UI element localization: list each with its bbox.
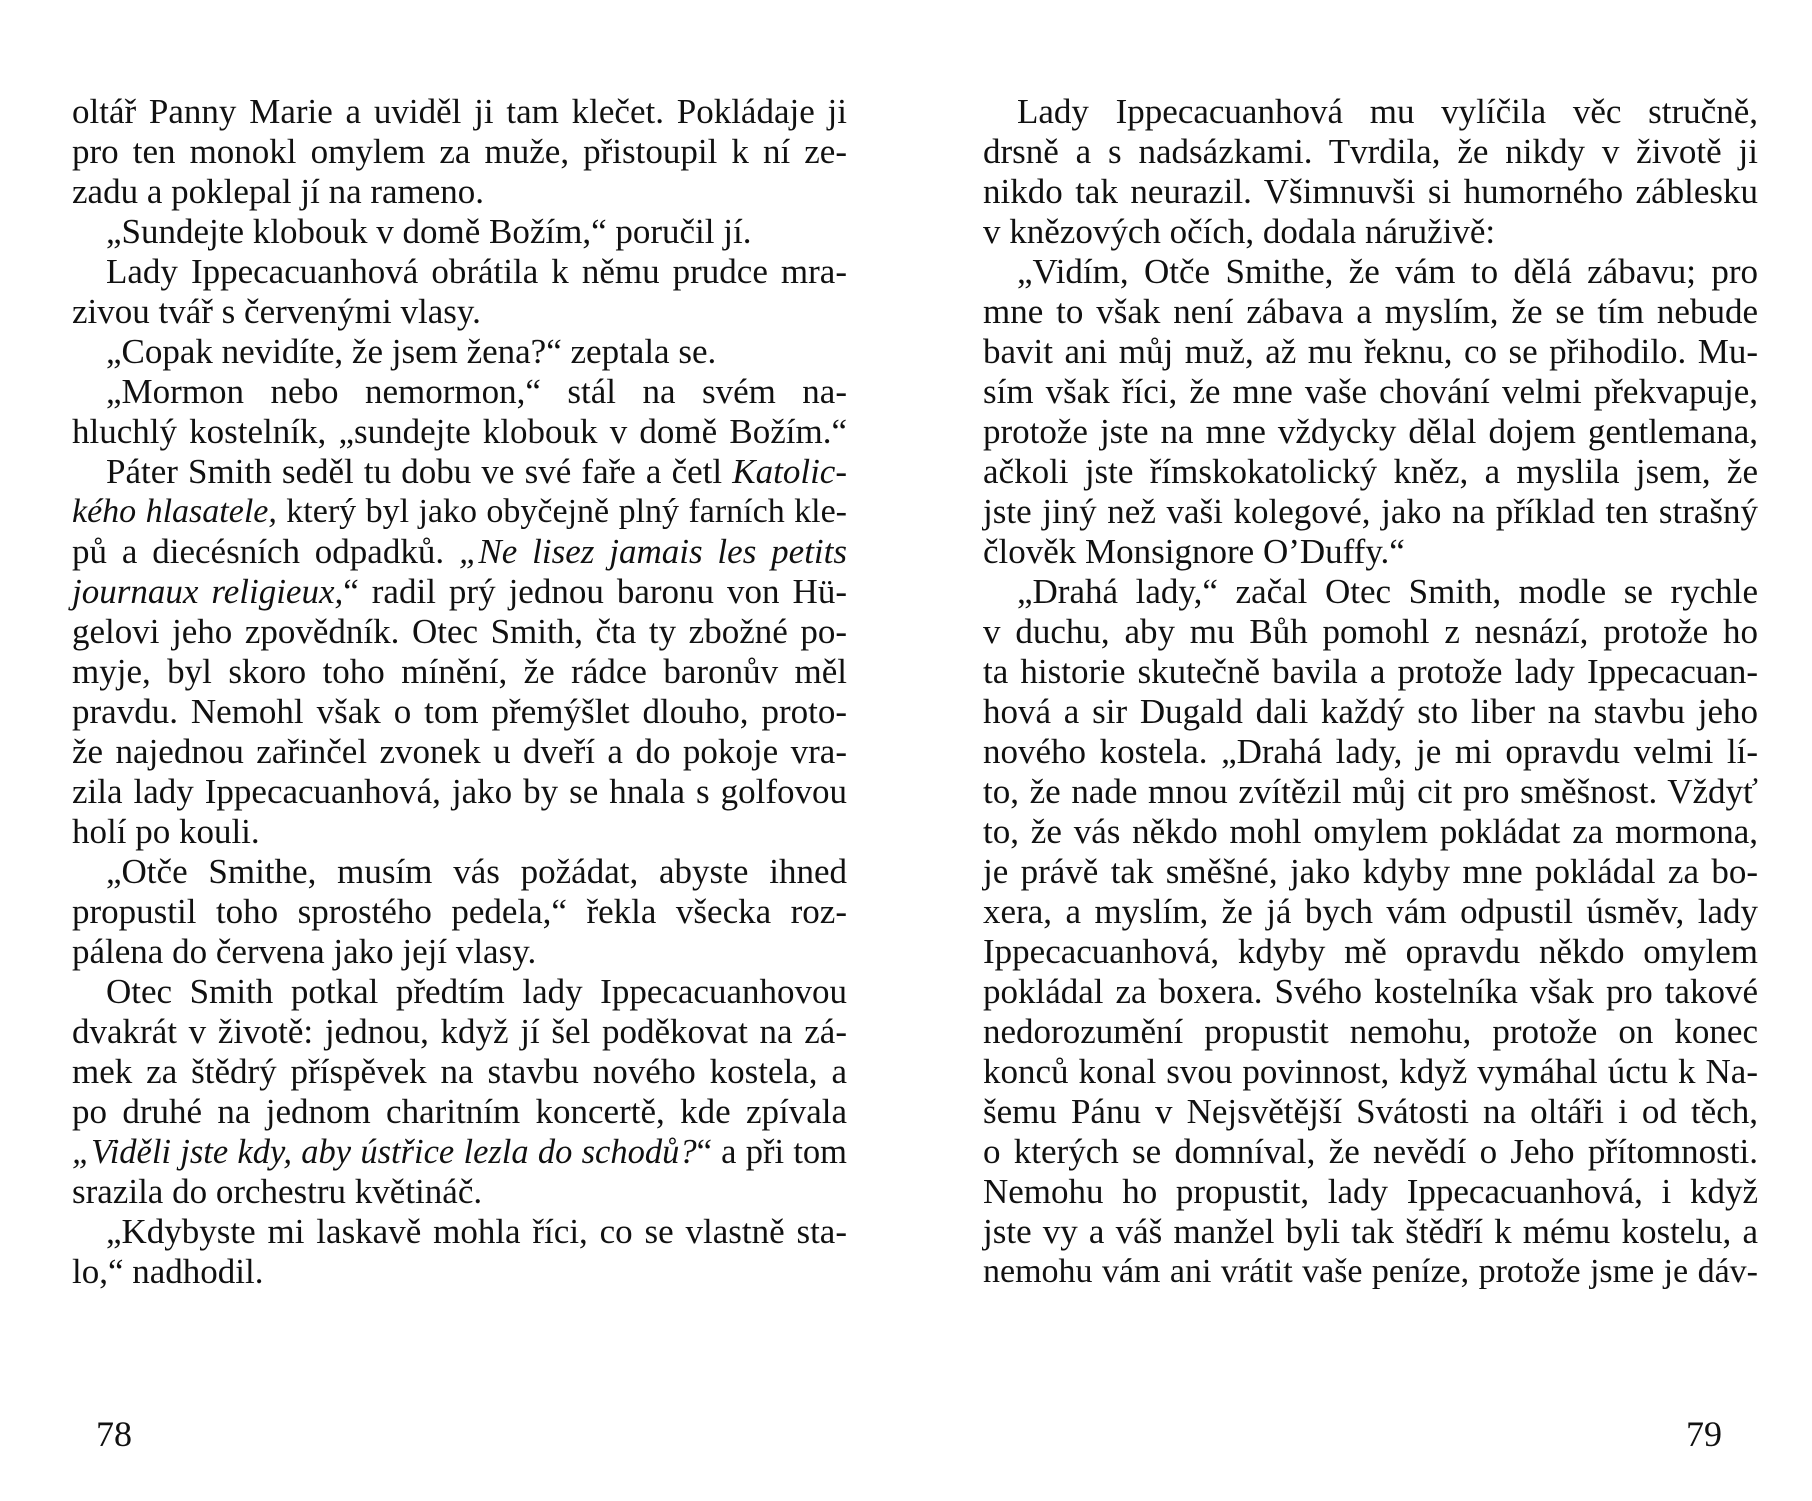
text-line: ačkoli jste římskokatolický kněz, a myslila jsem, že bbox=[983, 452, 1758, 491]
text-line: Otec Smith potkal předtím lady Ippecacuanhovou bbox=[106, 972, 847, 1011]
text-line: bavit ani můj muž, až mu řeknu, co se přihodilo. Mu- bbox=[983, 332, 1758, 371]
text-line: hluchlý kostelník, „sundejte klobouk v domě Božím.“ bbox=[72, 412, 847, 451]
text-line: propustil toho sprostého pedela,“ řekla všecka roz- bbox=[72, 892, 847, 931]
left-page-text bbox=[72, 92, 847, 1292]
text-line: člověk Monsignore O’Duffy.“ bbox=[983, 532, 1405, 571]
text-line: hová a sir Dugald dali každý sto liber na stavbu jeho bbox=[983, 692, 1758, 731]
text-line-with-italic: Páter Smith seděl tu dobu ve své faře a četl Katolic- bbox=[106, 452, 847, 491]
text-line: holí po kouli. bbox=[72, 812, 260, 851]
right-page-text bbox=[983, 92, 1758, 1292]
text-line: lo,“ nadhodil. bbox=[72, 1252, 264, 1291]
text-line: Nemohu ho propustit, lady Ippecacuanhová, i když bbox=[983, 1172, 1758, 1211]
text-line: zadu a poklepal jí na rameno. bbox=[72, 172, 485, 211]
italic-text: kého hlasatele, bbox=[72, 493, 277, 530]
page-number: 79 bbox=[1686, 1414, 1722, 1454]
text-line: xera, a myslím, že já bych vám odpustil úsměv, lady bbox=[983, 892, 1758, 931]
text-line-with-italic: kého hlasatele, který byl jako obyčejně plný farních kle- bbox=[72, 493, 848, 530]
text-line: myje, byl skoro toho mínění, že rádce baronův měl bbox=[72, 652, 847, 691]
text-line: zila lady Ippecacuanhová, jako by se hnala s golfovou bbox=[72, 772, 847, 811]
text-line: protože jste na mne vždycky dělal dojem gentlemana, bbox=[983, 412, 1758, 451]
text-line: sím však říci, že mne vaše chování velmi překvapuje, bbox=[983, 372, 1758, 411]
text-line: po druhé na jednom charitním koncertě, kde zpívala bbox=[72, 1092, 847, 1131]
text-line: „Drahá lady,“ začal Otec Smith, modle se rychle bbox=[1017, 572, 1758, 611]
text-line: oltář Panny Marie a uviděl ji tam klečet. Pokládaje ji bbox=[72, 92, 847, 131]
text-line: srazila do orchestru květináč. bbox=[72, 1172, 483, 1211]
italic-text: „Ne lisez jamais les petits bbox=[458, 532, 847, 571]
right-page bbox=[906, 0, 1812, 1501]
text-line: v duchu, aby mu Bůh pomohl z nesnází, protože ho bbox=[983, 612, 1758, 651]
text-line: nového kostela. „Drahá lady, je mi opravdu velmi lí- bbox=[983, 732, 1758, 771]
text-line: o kterých se domníval, že nevědí o Jeho přítomnosti. bbox=[983, 1132, 1758, 1171]
text-line: nemohu vám ani vrátit vaše peníze, protože jsme je dáv- bbox=[983, 1253, 1758, 1290]
text-line: mne to však není zábava a myslím, že se tím nebude bbox=[983, 292, 1758, 331]
page-number: 78 bbox=[96, 1414, 132, 1454]
text-line: „Otče Smithe, musím vás požádat, abyste ihned bbox=[106, 852, 847, 891]
text-line: jste jiný než vaši kolegové, jako na příklad ten strašný bbox=[983, 492, 1758, 531]
text-line: Lady Ippecacuanhová obrátila k němu prudce mra- bbox=[106, 252, 847, 291]
text-line: „Copak nevidíte, že jsem žena?“ zeptala se. bbox=[106, 332, 717, 371]
text-line: pravdu. Nemohl však o tom přemýšlet dlouho, proto- bbox=[72, 692, 847, 731]
text-line: zivou tvář s červenými vlasy. bbox=[72, 292, 481, 331]
text-line: pálena do červena jako její vlasy. bbox=[72, 932, 537, 971]
italic-text: Katolic- bbox=[732, 452, 847, 491]
text-line: „Kdybyste mi laskavě mohla říci, co se vlastně sta- bbox=[106, 1212, 847, 1251]
text-line: „Vidím, Otče Smithe, že vám to dělá zábavu; pro bbox=[1017, 252, 1758, 291]
italic-text: journaux religieux, bbox=[72, 572, 344, 611]
text-line: dvakrát v životě: jednou, když jí šel poděkovat na zá- bbox=[72, 1012, 847, 1051]
text-line: nikdo tak neurazil. Všimnuvši si humorného záblesku bbox=[983, 172, 1758, 211]
text-line: „Mormon nebo nemormon,“ stál na svém na- bbox=[106, 372, 847, 411]
text-line: „Sundejte klobouk v domě Božím,“ poručil jí. bbox=[106, 212, 752, 251]
text-line-with-italic: journaux religieux,“ radil prý jednou baronu von Hü- bbox=[72, 572, 847, 611]
text-line: to, že vás někdo mohl omylem pokládat za mormona, bbox=[983, 812, 1758, 851]
text-line: pro ten monokl omylem za muže, přistoupil k ní ze- bbox=[72, 132, 847, 171]
text-line-with-italic: „Viděli jste kdy, aby ústřice lezla do schodů?“ a při tom bbox=[72, 1133, 847, 1171]
text-line: jste vy a váš manžel byli tak štědří k mému kostelu, a bbox=[983, 1212, 1758, 1251]
text-line: je právě tak směšné, jako kdyby mne pokládal za bo- bbox=[983, 852, 1758, 891]
italic-text: „Viděli jste kdy, aby ústřice lezla do schodů? bbox=[72, 1133, 697, 1171]
text-line: že najednou zařinčel zvonek u dveří a do pokoje vra- bbox=[72, 732, 847, 771]
text-line: Lady Ippecacuanhová mu vylíčila věc stručně, bbox=[1017, 92, 1758, 131]
text-line: nedorozumění propustit nemohu, protože on konec bbox=[983, 1012, 1758, 1051]
text-line: šemu Pánu v Nejsvětější Svátosti na oltáři i od těch, bbox=[983, 1092, 1758, 1131]
text-line: Ippecacuanhová, kdyby mě opravdu někdo omylem bbox=[983, 932, 1758, 971]
text-line: pokládal za boxera. Svého kostelníka však pro takové bbox=[983, 972, 1758, 1011]
text-line: mek za štědrý příspěvek na stavbu nového kostela, a bbox=[72, 1052, 847, 1091]
text-line: drsně a s nadsázkami. Tvrdila, že nikdy v životě ji bbox=[983, 132, 1758, 171]
text-line-with-italic: pů a diecésních odpadků. „Ne lisez jamais les petits bbox=[72, 532, 847, 571]
text-line: ta historie skutečně bavila a protože lady Ippecacuan- bbox=[983, 652, 1758, 691]
text-line: konců konal svou povinnost, když vymáhal úctu k Na- bbox=[983, 1052, 1758, 1091]
text-line: to, že nade mnou zvítězil můj cit pro směšnost. Vždyť bbox=[983, 772, 1758, 811]
text-line: gelovi jeho zpovědník. Otec Smith, čta ty zbožné po- bbox=[72, 612, 847, 651]
text-line: v knězových očích, dodala náruživě: bbox=[983, 212, 1496, 251]
